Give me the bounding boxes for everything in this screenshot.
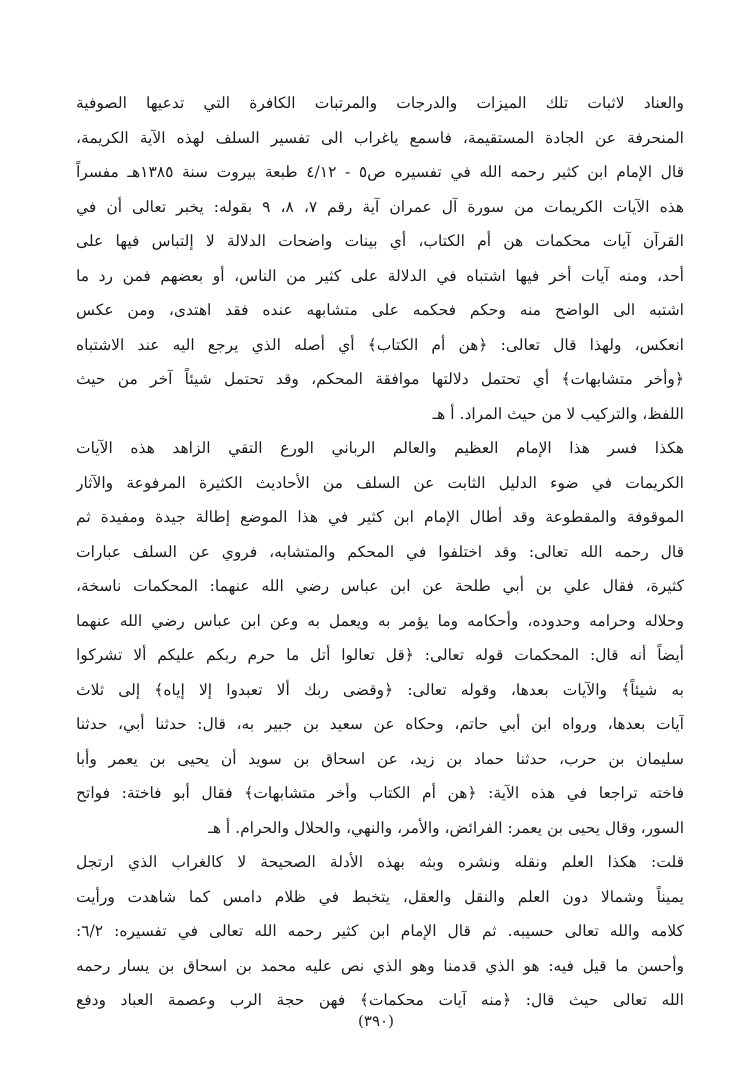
text-line: يميناً وشمالا دون العلم والنقل والعقل، يتخبط في ظلام دامس كما شاهدت ورأيت	[76, 887, 684, 906]
text-line: قال الإمام ابن كثير رحمه الله في تفسيره ص٥ - ٤/١٢ طبعة بيروت سنة ١٣٨٥هـ مفسراً	[76, 163, 684, 181]
text-line: هكذا فسر هذا الإمام العظيم والعالم الرباني الورع التقي الزاهد هذه الآيات	[76, 439, 684, 457]
text-line: الله تعالى حيث قال: ﴿منه آيات محكمات﴾ فهن حجة الرب وعصمة العباد ودفع	[76, 991, 684, 1009]
text-line: أحد، ومنه آيات أخر فيها اشتباه في الدلالة على كثير من الناس، أو بعضهم فمن رد ما	[76, 266, 684, 285]
text-line: كلامه والله تعالى حسيبه. ثم قال الإمام ابن كثير رحمه الله تعالى في تفسيره: ٦/٢:	[76, 922, 684, 940]
text-line: الموقوفة والمقطوعة وقد أطال الإمام ابن كثير في هذا الموضع إطالة جيدة ومفيدة ثم	[76, 508, 684, 526]
text-line: المنحرفة عن الجادة المستقيمة، فاسمع ياغراب الى تفسير السلف لهذه الآية الكريمة،	[76, 128, 684, 147]
text-line: انعكس، ولهذا قال تعالى: ﴿هن أم الكتاب﴾ أي أصله الذي يرجع اليه عند الاشتباه	[76, 335, 684, 354]
text-line: هذه الآيات الكريمات من سورة آل عمران آية رقم ٧، ٨، ٩ بقوله: يخبر تعالى أن في	[76, 197, 684, 216]
text-line: والعناد لاثبات تلك الميزات والدرجات والمرتبات الكافرة التي تدعيها الصوفية	[76, 94, 684, 112]
page-number: (٣٩٠)	[358, 1012, 394, 1030]
text-line: اللفظ، والتركيب لا من حيث المراد. أ هـ	[432, 404, 684, 423]
text-line: ﴿وأخر متشابهات﴾ أي تحتمل دلالتها موافقة المحكم، وقد تحتمل شيئاً آخر من حيث	[76, 370, 684, 388]
text-line: فاخته تراجعا في هذه الآية: ﴿هن أم الكتاب وأخر متشابهات﴾ فقال أبو فاختة: فواتح	[76, 784, 684, 802]
text-line: قلت: هكذا العلم ونقله ونشره وبثه بهذه الأدلة الصحيحة لا كالغراب الذي ارتجل	[76, 853, 684, 871]
text-line: القرآن آيات محكمات هن أم الكتاب، أي بينات واضحات الدلالة لا إلتباس فيها على	[76, 232, 684, 250]
text-line: به شيئاً﴾ والآيات بعدها، وقوله تعالى: ﴿وقضى ربك ألا تعبدوا إلا إياه﴾ إلى ثلاث	[76, 680, 684, 699]
text-line: وحلاله وحرامه وحدوده، وأحكامه وما يؤمر به ويعمل به وعن ابن عباس رضي الله عنهما	[76, 611, 684, 630]
text-line: كثيرة، فقال علي بن أبي طلحة عن ابن عباس رضي الله عنهما: المحكمات ناسخة،	[76, 577, 684, 595]
text-line: أيضاً أنه قال: المحكمات قوله تعالى: ﴿قل تعالوا أتل ما حرم ربكم عليكم ألا تشركوا	[76, 646, 684, 664]
text-line: آيات بعدها، ورواه ابن أبي حاتم، وحكاه عن سعيد بن جبير به، قال: حدثنا أبي، حدثنا	[76, 715, 684, 733]
page-text-body	[76, 86, 684, 1009]
text-line: اشتبه الى الواضح منه وحكم فحكمه على متشابهه عنده فقد اهتدى، ومن عكس	[76, 301, 684, 319]
text-line: الكريمات في ضوء الدليل الثابت عن السلف من الأحاديث الكثيرة المرفوعة والآثار	[76, 473, 684, 492]
text-line: وأحسن ما قيل فيه: هو الذي قدمنا وهو الذي نص عليه محمد بن اسحاق بن يسار رحمه	[76, 956, 684, 975]
text-line: قال رحمه الله تعالى: وقد اختلفوا في المحكم والمتشابه، فروي عن السلف عبارات	[76, 542, 684, 561]
text-line: سليمان بن حرب، حدثنا حماد بن زيد، عن اسحاق بن سويد أن يحيى بن يعمر وأبا	[76, 749, 684, 768]
text-line: السور، وقال يحيى بن يعمر: الفرائض، والأمر، والنهي، والحلال والحرام. أ هـ	[208, 818, 684, 837]
